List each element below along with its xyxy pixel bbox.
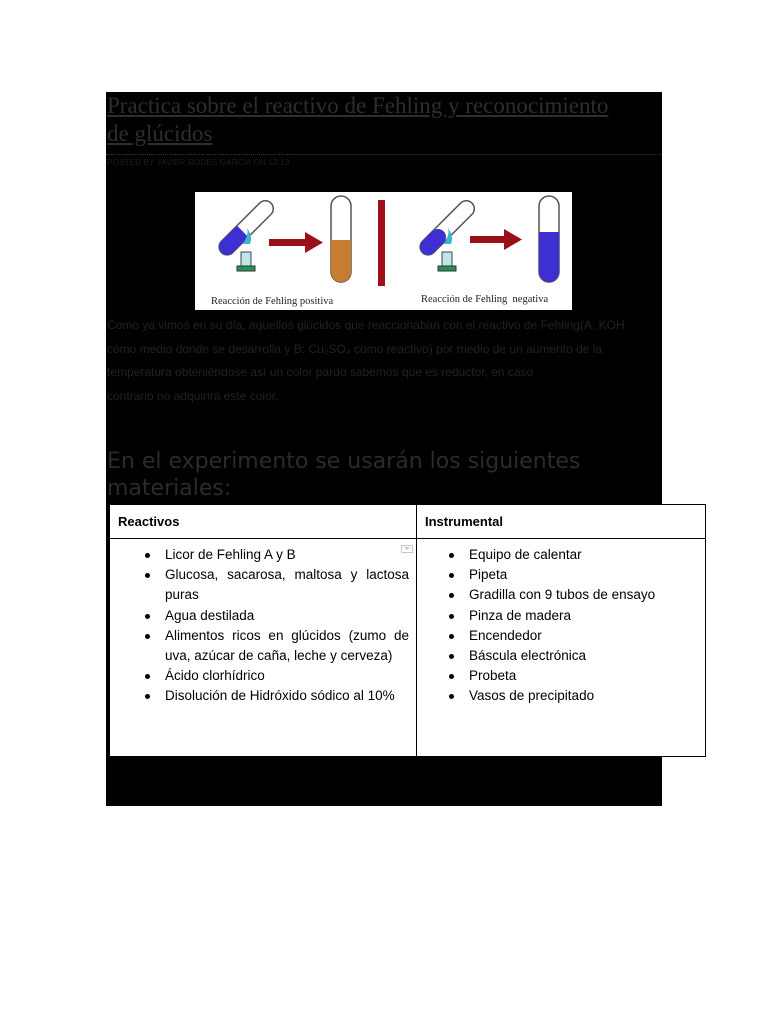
list-item: Ácido clorhídrico (165, 666, 416, 686)
arrow-positive (269, 232, 323, 253)
list-item: Pinza de madera (469, 606, 705, 626)
arrow-negative (470, 229, 522, 250)
list-item: Alimentos ricos en glúcidos (zumo de uva, azúcar de caña, leche y cerveza) (165, 626, 416, 666)
header-instrumental: Instrumental (417, 505, 706, 539)
header-reactivos: Reactivos (110, 505, 417, 539)
body-line: temperatura obteniéndose así un color pardo sabemos que es reductor, en caso (107, 365, 534, 379)
instrumental-list (417, 545, 705, 707)
list-item: Pipeta (469, 565, 705, 585)
label-negative: Reacción de Fehling negativa (421, 294, 549, 305)
list-item: Probeta (469, 666, 705, 686)
post-body (107, 314, 661, 408)
result-tube-blue (539, 196, 559, 282)
list-item: Gradilla con 9 tubos de ensayo (469, 585, 705, 605)
body-line: cómo medio donde se desarrolla y B: Cu₂SO₄ como reactivo) por medio de un aumento de la (107, 341, 603, 356)
tilted-tube-negative (417, 197, 478, 258)
body-line: contrario no adquirirá este color. (107, 388, 279, 403)
section-heading: En el experimento se usarán los siguientes materiales: (107, 449, 581, 501)
body-line: Como ya vimos en su día, aquellos glúcidos que reaccionaban con el reactivo de Fehling(A: KOH (107, 318, 625, 332)
list-item: Vasos de precipitado (469, 686, 705, 706)
list-item: Glucosa, sacarosa, maltosa y lactosa puras (165, 565, 416, 605)
fehling-figure (195, 192, 572, 310)
list-item: Equipo de calentar (469, 545, 705, 565)
post-meta: POSTED BY JAVIER RODES GARCÍA ON 12:13 (107, 158, 290, 167)
reactivos-list (110, 545, 416, 707)
title-divider (106, 154, 662, 155)
tilted-tube-positive (216, 197, 277, 258)
list-item: Disolución de Hidróxido sódico al 10% (165, 686, 416, 706)
materials-table (109, 504, 706, 757)
fehling-diagram (195, 192, 572, 310)
list-item: Báscula electrónica (469, 646, 705, 666)
list-item: Encendedor (469, 626, 705, 646)
instrumental-cell (417, 539, 706, 757)
reactivos-cell (110, 539, 417, 757)
center-divider (378, 200, 385, 286)
result-tube-brown (331, 196, 351, 282)
list-item: Agua destilada (165, 606, 416, 626)
list-item: Licor de Fehling A y B (165, 545, 416, 565)
post-title-link[interactable]: Practica sobre el reactivo de Fehling y reconocimiento de glúcidos (107, 93, 609, 146)
label-positive: Reacción de Fehling positiva (211, 296, 334, 307)
